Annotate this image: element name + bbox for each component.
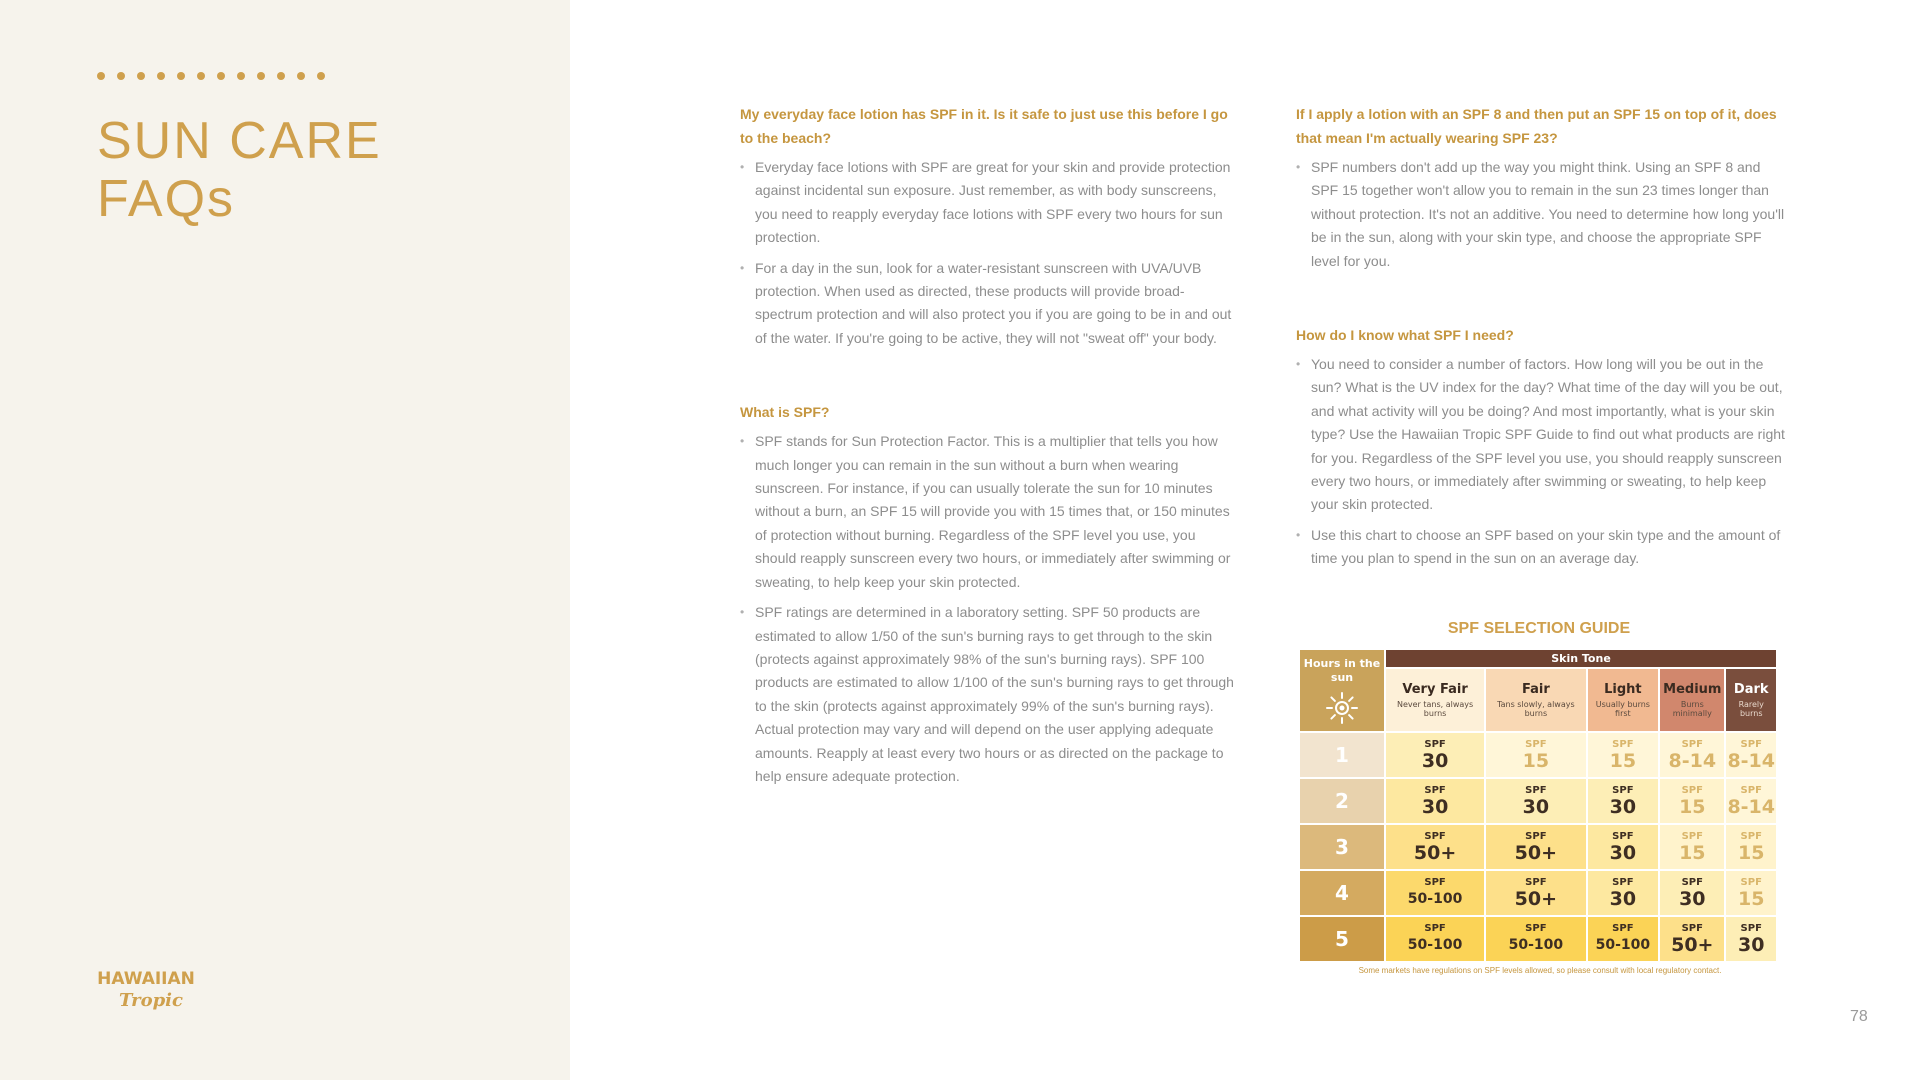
sun-icon (1325, 691, 1359, 725)
hours-cell: 3 (1300, 825, 1384, 869)
spf-cell: SPF 8-14 (1726, 779, 1776, 823)
faq-answer-bullet: • SPF ratings are determined in a laboratory setting. SPF 50 products are estimated to allow 1/50 of the sun's burning rays to get through to the skin (protects against approximately 98% of the sun's burning rays). SPF 100 products are estimated to allow 1/100 of the sun's burning rays to get through to the skin (protects against approximately 99% of the sun's burning rays). Actual protection may vary and will depend on the user applying adequate amounts. Reapply at least every two hours or as directed on the package to help ensure adequate protection. (740, 601, 1240, 788)
table-row (1300, 779, 1776, 823)
faq-column-left (740, 102, 1240, 796)
spf-cell: SPF 30 (1486, 779, 1585, 823)
spf-cell: SPF 30 (1588, 825, 1659, 869)
table-row (1300, 871, 1776, 915)
faq-question: How do I know what SPF I need? (1296, 327, 1514, 344)
spf-guide-title: SPF SELECTION GUIDE (1447, 620, 1631, 637)
faq-answer-list (740, 430, 1240, 788)
sidebar-panel (0, 0, 570, 1080)
tone-medium: Medium Burns minimally (1660, 669, 1724, 731)
logo-line-2: Tropic (119, 990, 183, 1011)
hours-cell: 2 (1300, 779, 1384, 823)
spf-cell: SPF 8-14 (1660, 733, 1724, 777)
spf-cell: SPF 30 (1386, 733, 1484, 777)
hawaiian-tropic-logo (97, 962, 195, 1012)
table-row (1300, 917, 1776, 961)
spf-cell: SPF 30 (1726, 917, 1776, 961)
faq-answer-bullet: • For a day in the sun, look for a water-resistant sunscreen with UVA/UVB protection. When used as directed, these products will provide broad-spectrum protection and will also protect you if you are going to be in and out of the water. If you're going to be active, they will not "sweat off" your body. (740, 257, 1240, 351)
hours-cell: 1 (1300, 733, 1384, 777)
spf-cell: SPF 15 (1726, 825, 1776, 869)
tone-very-fair: Very Fair Never tans, always burns (1386, 669, 1484, 731)
spf-cell: SPF 15 (1486, 733, 1585, 777)
faq-question: My everyday face lotion has SPF in it. Is it safe to just use this before I go to the beach? (740, 106, 1228, 146)
hours-cell: 5 (1300, 917, 1384, 961)
skin-tone-header: Skin Tone (1386, 650, 1776, 667)
decorative-dots (97, 72, 387, 84)
faq-answer-bullet: • You need to consider a number of factors. How long will you be out in the sun? What is the UV index for the day? What time of the day will you be out, and what activity will you be doing? And most importantly, what is your skin type? Use the Hawaiian Tropic SPF Guide to find out what products are right for you. Regardless of the SPF level you use, you should reapply sunscreen every two hours, or immediately after swimming or sweating, to help keep your skin protected. (1296, 353, 1786, 517)
table-row (1300, 825, 1776, 869)
tone-light: Light Usually burns first (1588, 669, 1659, 731)
faq-answer-bullet: • Everyday face lotions with SPF are great for your skin and provide protection against incidental sun exposure. Just remember, as with body sunscreens, you need to reapply everyday face lotions with SPF every two hours for sun protection. (740, 156, 1240, 250)
spf-cell: SPF 50-100 (1588, 917, 1659, 961)
faq-answer-bullet: • SPF stands for Sun Protection Factor. This is a multiplier that tells you how much longer you can remain in the sun without a burn when wearing sunscreen. For instance, if you can usually tolerate the sun for 10 minutes without a burn, an SPF 15 will provide you with 15 times that, or 150 minutes of protection without burning. Regardless of the SPF level you use, you should reapply sunscreen every two hours, or immediately after swimming or sweating, to help keep your skin protected. (740, 430, 1240, 594)
spf-cell: SPF 15 (1660, 825, 1724, 869)
page-title (97, 112, 382, 228)
spf-cell: SPF 30 (1386, 779, 1484, 823)
spf-cell: SPF 15 (1588, 733, 1659, 777)
spf-cell: SPF 50+ (1486, 825, 1585, 869)
faq-answer-list (1296, 353, 1786, 571)
spf-cell: SPF 50-100 (1486, 917, 1585, 961)
faq-column-right (1296, 102, 1786, 579)
tone-dark: Dark Rarely burns (1726, 669, 1776, 731)
faq-question: What is SPF? (740, 404, 830, 421)
tone-fair: Fair Tans slowly, always burns (1486, 669, 1585, 731)
title-line-2: FAQs (97, 170, 236, 228)
spf-cell: SPF 50-100 (1386, 917, 1484, 961)
spf-cell: SPF 50+ (1486, 871, 1585, 915)
spf-cell: SPF 30 (1660, 871, 1724, 915)
spf-cell: SPF 50+ (1386, 825, 1484, 869)
spf-cell: SPF 30 (1588, 871, 1659, 915)
hours-header-cell (1300, 650, 1384, 731)
table-row (1300, 733, 1776, 777)
title-line-1: SUN CARE (97, 112, 382, 170)
spf-cell: SPF 50+ (1660, 917, 1724, 961)
faq-answer-bullet: • Use this chart to choose an SPF based on your skin type and the amount of time you plan to spend in the sun on an average day. (1296, 524, 1786, 571)
faq-answer-bullet: • SPF numbers don't add up the way you might think. Using an SPF 8 and SPF 15 together won't allow you to remain in the sun 23 times longer than without protection. It's not an additive. You need to determine how long you'll be in the sun, along with your skin type, and choose the appropriate SPF level for you. (1296, 156, 1786, 273)
faq-answer-list (1296, 156, 1786, 273)
spf-selection-table (1298, 648, 1778, 963)
spf-cell: SPF 30 (1588, 779, 1659, 823)
spf-cell: SPF 15 (1660, 779, 1724, 823)
spf-cell: SPF 15 (1726, 871, 1776, 915)
guide-footnote: Some markets have regulations on SPF levels allowed, so please consult with local regulatory contact. (1358, 966, 1722, 975)
hours-header-label: Hours in the sun (1303, 656, 1381, 684)
spf-cell: SPF 50-100 (1386, 871, 1484, 915)
faq-answer-list (740, 156, 1240, 350)
faq-question: If I apply a lotion with an SPF 8 and then put an SPF 15 on top of it, does that mean I'm actually wearing SPF 23? (1296, 106, 1777, 146)
hours-cell: 4 (1300, 871, 1384, 915)
spf-cell: SPF 8-14 (1726, 733, 1776, 777)
logo-line-1: HAWAIIAN (97, 969, 195, 989)
page-number: 78 (1850, 1008, 1868, 1025)
